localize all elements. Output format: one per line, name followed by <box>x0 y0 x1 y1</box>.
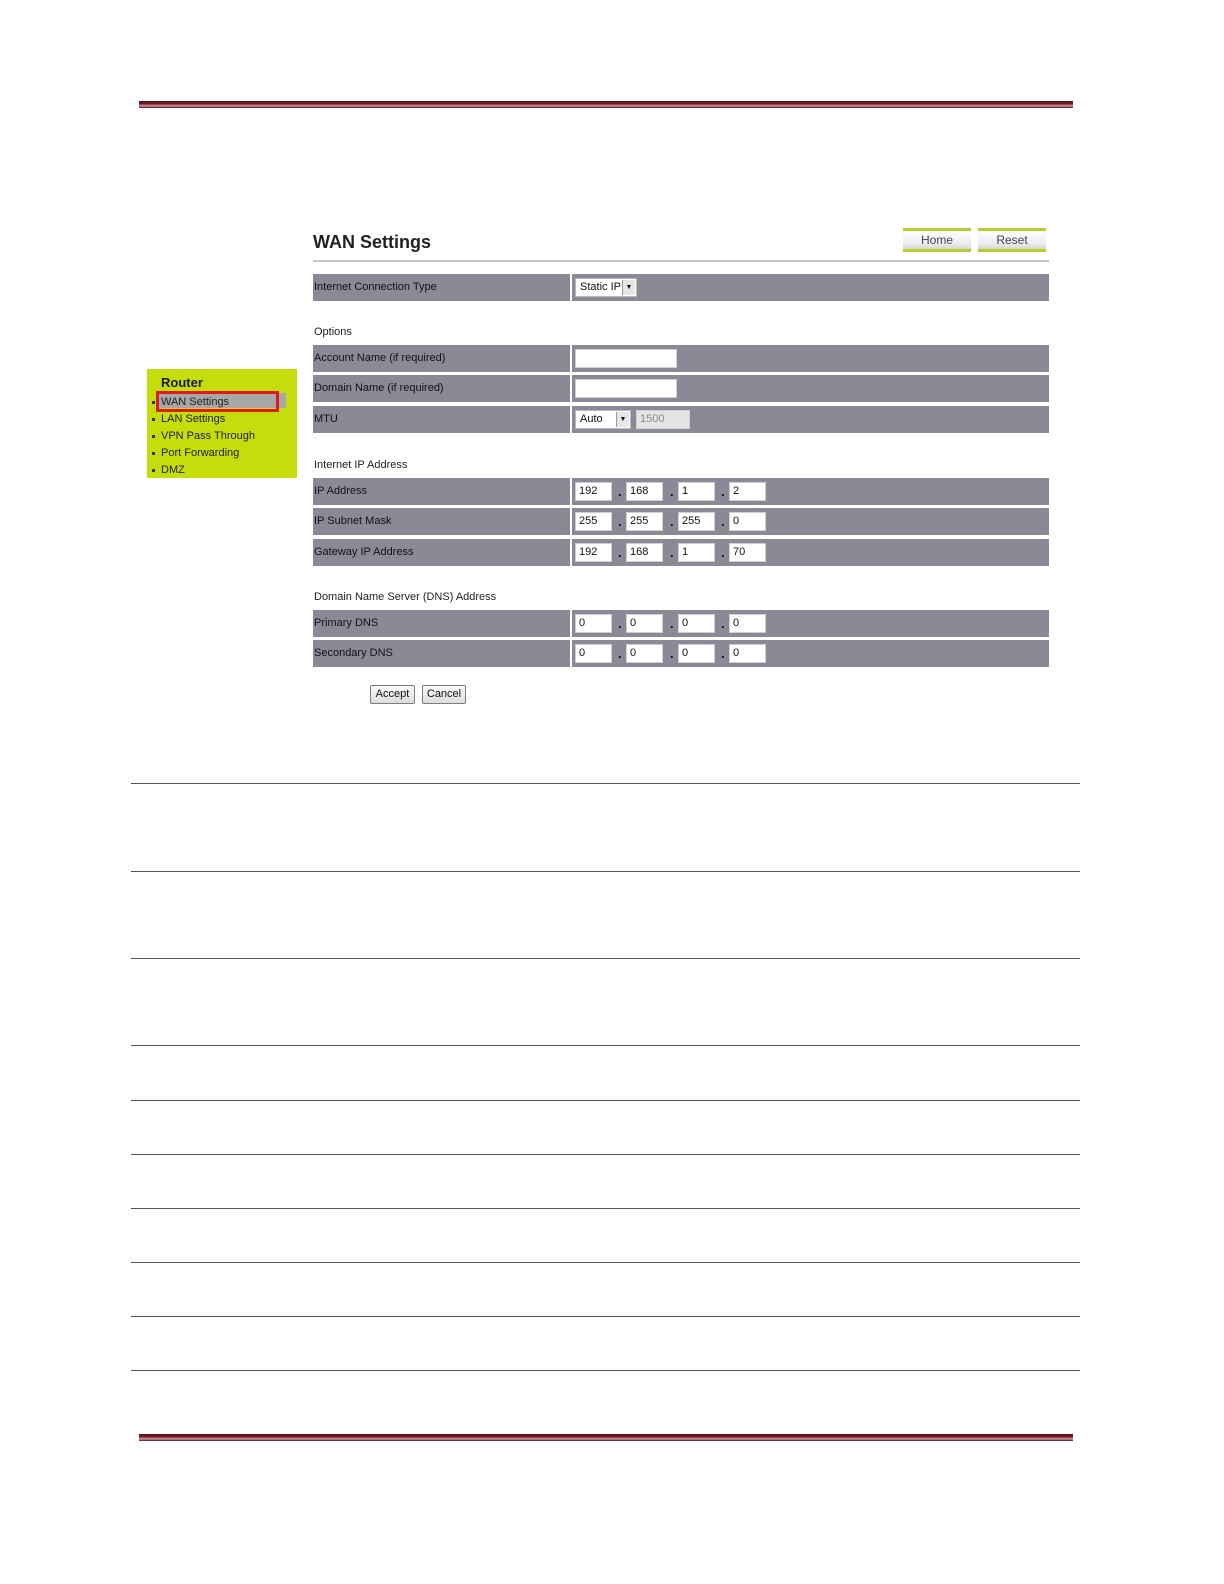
column-separator <box>570 274 572 301</box>
nav-item-vpn-pass-through[interactable] <box>151 428 291 445</box>
octet-dot: . <box>721 484 725 499</box>
mtu-mode-select[interactable] <box>575 410 631 429</box>
octet-dot: . <box>670 646 674 661</box>
accept-button[interactable]: Accept <box>370 685 415 704</box>
octet-dot: . <box>721 545 725 560</box>
account-name-row <box>313 345 1049 372</box>
octet-dot: . <box>618 616 622 631</box>
connection-type-value: Static IP <box>580 281 621 293</box>
primary-dns-label: Primary DNS <box>314 617 379 629</box>
column-separator <box>570 508 572 535</box>
octet-dot: . <box>670 545 674 560</box>
chevron-down-icon: ▼ <box>616 412 629 427</box>
octet-dot: . <box>721 616 725 631</box>
nav-item-port-forwarding[interactable] <box>151 445 291 462</box>
subnet-mask-row <box>313 508 1049 535</box>
column-separator <box>570 406 572 433</box>
domain-name-row <box>313 375 1049 402</box>
ruled-line <box>131 871 1080 872</box>
nav-list <box>151 394 291 479</box>
secondary-dns-octet-2-input[interactable]: 0 <box>626 644 663 663</box>
column-separator <box>570 345 572 372</box>
octet-dot: . <box>670 484 674 499</box>
secondary-dns-octet-1-input[interactable]: 0 <box>575 644 612 663</box>
ip-octet-3-input[interactable]: 1 <box>678 482 715 501</box>
ruled-line <box>131 1316 1080 1317</box>
octet-dot: . <box>721 514 725 529</box>
nav-item-wan-settings[interactable] <box>151 394 291 411</box>
nav-item-label: DMZ <box>161 464 185 476</box>
nav-title: Router <box>161 375 203 390</box>
connection-type-select[interactable] <box>575 278 637 297</box>
column-separator <box>570 539 572 566</box>
secondary-dns-octet-3-input[interactable]: 0 <box>678 644 715 663</box>
connection-type-row <box>313 274 1049 301</box>
nav-item-label: WAN Settings <box>161 396 230 408</box>
account-name-input[interactable] <box>575 349 677 368</box>
ruled-line <box>131 1262 1080 1263</box>
ruled-line <box>131 1154 1080 1155</box>
bullet-icon <box>152 452 155 455</box>
mtu-row <box>313 406 1049 433</box>
ruled-line <box>131 1045 1080 1046</box>
column-separator <box>570 478 572 505</box>
mask-octet-4-input[interactable]: 0 <box>729 512 766 531</box>
column-separator <box>570 640 572 667</box>
column-separator <box>570 375 572 402</box>
router-nav-panel <box>147 369 297 478</box>
gateway-octet-1-input[interactable]: 192 <box>575 543 612 562</box>
primary-dns-octet-3-input[interactable]: 0 <box>678 614 715 633</box>
primary-dns-octet-4-input[interactable]: 0 <box>729 614 766 633</box>
secondary-dns-row <box>313 640 1049 667</box>
domain-name-label: Domain Name (if required) <box>314 382 444 394</box>
active-highlight-tab <box>282 394 286 407</box>
octet-dot: . <box>670 514 674 529</box>
footer-rule <box>139 1434 1073 1441</box>
page-title: WAN Settings <box>313 232 432 252</box>
subnet-mask-label: IP Subnet Mask <box>314 515 392 527</box>
mask-octet-1-input[interactable]: 255 <box>575 512 612 531</box>
nav-item-label: VPN Pass Through <box>161 430 255 442</box>
primary-dns-octet-1-input[interactable]: 0 <box>575 614 612 633</box>
mtu-label: MTU <box>314 413 338 425</box>
reset-button[interactable]: Reset <box>978 228 1046 252</box>
connection-type-label: Internet Connection Type <box>314 281 437 293</box>
domain-name-input[interactable] <box>575 379 677 398</box>
title-divider <box>313 260 1049 262</box>
options-section-label: Options <box>314 326 352 338</box>
gateway-octet-4-input[interactable]: 70 <box>729 543 766 562</box>
octet-dot: . <box>618 646 622 661</box>
mask-octet-3-input[interactable]: 255 <box>678 512 715 531</box>
ruled-line <box>131 1208 1080 1209</box>
internet-ip-section-label: Internet IP Address <box>314 459 408 471</box>
cancel-button[interactable]: Cancel <box>422 685 466 704</box>
octet-dot: . <box>618 514 622 529</box>
account-name-label: Account Name (if required) <box>314 352 446 364</box>
secondary-dns-label: Secondary DNS <box>314 647 393 659</box>
primary-dns-octet-2-input[interactable]: 0 <box>626 614 663 633</box>
ip-octet-1-input[interactable]: 192 <box>575 482 612 501</box>
ip-address-row <box>313 478 1049 505</box>
ruled-line <box>131 783 1080 784</box>
dns-section-label: Domain Name Server (DNS) Address <box>314 591 497 603</box>
ip-octet-2-input[interactable]: 168 <box>626 482 663 501</box>
octet-dot: . <box>670 616 674 631</box>
mtu-mode-value: Auto <box>580 413 603 425</box>
mtu-value-input: 1500 <box>636 410 690 429</box>
chevron-down-icon: ▼ <box>622 280 635 295</box>
ip-address-label: IP Address <box>314 485 367 497</box>
column-separator <box>570 610 572 637</box>
secondary-dns-octet-4-input[interactable]: 0 <box>729 644 766 663</box>
gateway-octet-2-input[interactable]: 168 <box>626 543 663 562</box>
header-rule <box>139 101 1073 108</box>
gateway-label: Gateway IP Address <box>314 546 414 558</box>
nav-item-lan-settings[interactable] <box>151 411 291 428</box>
octet-dot: . <box>721 646 725 661</box>
ruled-line <box>131 1370 1080 1371</box>
nav-item-label: LAN Settings <box>161 413 226 425</box>
octet-dot: . <box>618 484 622 499</box>
mask-octet-2-input[interactable]: 255 <box>626 512 663 531</box>
bullet-icon <box>152 469 155 472</box>
bullet-icon <box>152 401 155 404</box>
ruled-line <box>131 958 1080 959</box>
ruled-line <box>131 1100 1080 1101</box>
ip-octet-4-input[interactable]: 2 <box>729 482 766 501</box>
primary-dns-row <box>313 610 1049 637</box>
bullet-icon <box>152 435 155 438</box>
bullet-icon <box>152 418 155 421</box>
nav-item-dmz[interactable] <box>151 462 291 479</box>
home-button[interactable]: Home <box>903 228 971 252</box>
gateway-octet-3-input[interactable]: 1 <box>678 543 715 562</box>
gateway-row <box>313 539 1049 566</box>
nav-item-label: Port Forwarding <box>161 447 240 459</box>
octet-dot: . <box>618 545 622 560</box>
